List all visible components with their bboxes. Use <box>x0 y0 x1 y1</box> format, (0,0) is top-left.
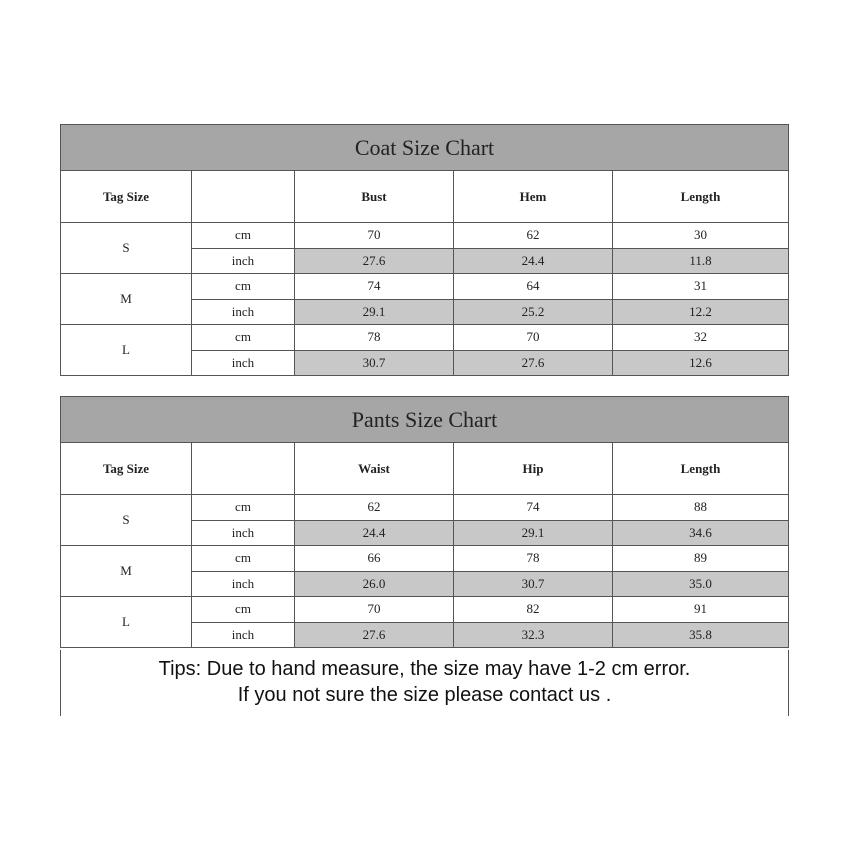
coat-header-bust: Bust <box>295 171 454 223</box>
pants-cell: 88 <box>613 495 789 521</box>
coat-cell: 27.6 <box>295 248 454 274</box>
coat-header-hem: Hem <box>454 171 613 223</box>
unit-label: cm <box>192 546 295 572</box>
pants-header-tag-size: Tag Size <box>61 443 192 495</box>
table-row <box>61 546 789 572</box>
coat-cell: 32 <box>613 325 789 351</box>
pants-cell: 74 <box>454 495 613 521</box>
coat-header-unit <box>192 171 295 223</box>
tips-line-1: Tips: Due to hand measure, the size may have 1-2 cm error. <box>158 658 691 680</box>
tips-box <box>60 650 789 716</box>
coat-cell: 62 <box>454 223 613 249</box>
pants-cell: 62 <box>295 495 454 521</box>
table-row <box>61 274 789 300</box>
coat-cell: 30 <box>613 223 789 249</box>
unit-label: inch <box>192 622 295 648</box>
pants-cell: 89 <box>613 546 789 572</box>
unit-label: inch <box>192 350 295 376</box>
coat-header-length: Length <box>613 171 789 223</box>
coat-size-chart <box>60 124 789 376</box>
pants-header-unit <box>192 443 295 495</box>
tips-line-2: If you not sure the size please contact us . <box>237 684 612 706</box>
coat-header-tag-size: Tag Size <box>61 171 192 223</box>
pants-size-label: M <box>61 546 192 597</box>
pants-cell: 66 <box>295 546 454 572</box>
unit-label: inch <box>192 299 295 325</box>
coat-size-label: L <box>61 325 192 376</box>
unit-label: cm <box>192 325 295 351</box>
coat-cell: 12.2 <box>613 299 789 325</box>
coat-chart-title: Coat Size Chart <box>61 125 789 171</box>
coat-cell: 70 <box>295 223 454 249</box>
pants-header-length: Length <box>613 443 789 495</box>
pants-size-label: S <box>61 495 192 546</box>
unit-label: inch <box>192 520 295 546</box>
coat-cell: 31 <box>613 274 789 300</box>
pants-cell: 34.6 <box>613 520 789 546</box>
pants-cell: 78 <box>454 546 613 572</box>
coat-size-label: S <box>61 223 192 274</box>
coat-cell: 27.6 <box>454 350 613 376</box>
pants-cell: 29.1 <box>454 520 613 546</box>
coat-cell: 70 <box>454 325 613 351</box>
pants-cell: 91 <box>613 597 789 623</box>
pants-cell: 32.3 <box>454 622 613 648</box>
pants-cell: 26.0 <box>295 571 454 597</box>
table-row <box>61 325 789 351</box>
pants-cell: 35.0 <box>613 571 789 597</box>
coat-cell: 11.8 <box>613 248 789 274</box>
unit-label: cm <box>192 495 295 521</box>
pants-cell: 30.7 <box>454 571 613 597</box>
table-row <box>61 223 789 249</box>
coat-size-label: M <box>61 274 192 325</box>
pants-cell: 82 <box>454 597 613 623</box>
coat-cell: 29.1 <box>295 299 454 325</box>
pants-header-hip: Hip <box>454 443 613 495</box>
pants-chart-title: Pants Size Chart <box>61 397 789 443</box>
pants-cell: 24.4 <box>295 520 454 546</box>
pants-header-waist: Waist <box>295 443 454 495</box>
coat-cell: 24.4 <box>454 248 613 274</box>
coat-cell: 78 <box>295 325 454 351</box>
coat-cell: 30.7 <box>295 350 454 376</box>
pants-size-label: L <box>61 597 192 648</box>
unit-label: inch <box>192 571 295 597</box>
unit-label: cm <box>192 274 295 300</box>
pants-cell: 27.6 <box>295 622 454 648</box>
pants-cell: 35.8 <box>613 622 789 648</box>
unit-label: cm <box>192 223 295 249</box>
unit-label: inch <box>192 248 295 274</box>
unit-label: cm <box>192 597 295 623</box>
table-row <box>61 597 789 623</box>
table-row <box>61 495 789 521</box>
coat-cell: 12.6 <box>613 350 789 376</box>
pants-cell: 70 <box>295 597 454 623</box>
pants-size-chart <box>60 396 789 648</box>
coat-cell: 74 <box>295 274 454 300</box>
coat-cell: 25.2 <box>454 299 613 325</box>
coat-cell: 64 <box>454 274 613 300</box>
